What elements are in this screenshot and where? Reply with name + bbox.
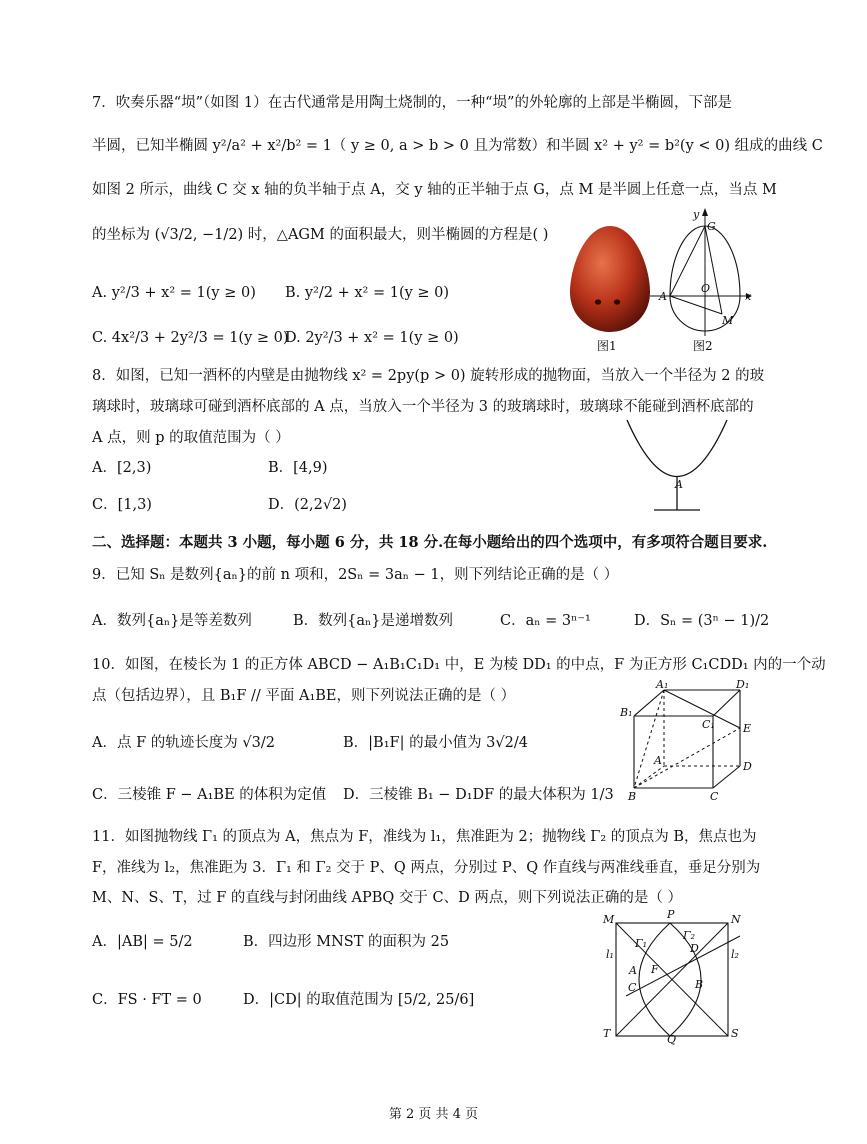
xun-hole-right — [614, 299, 620, 304]
label-m: M — [603, 913, 615, 926]
label-m: M — [722, 314, 734, 327]
label-b1: B₁ — [620, 706, 633, 719]
label-q: Q — [667, 1033, 677, 1046]
label-c1: C₁ — [702, 718, 715, 731]
segment-ag — [670, 226, 705, 296]
q8-line-3: A 点，则 p 的取值范围为（ ） — [92, 430, 290, 446]
label-p: P — [667, 908, 675, 921]
q10-line-1: 10．如图，在棱长为 1 的正方体 ABCD − A₁B₁C₁D₁ 中，E 为棱 DD₁ 的中点，F 为正方形 C₁CDD₁ 内的一个动 — [92, 657, 826, 673]
label-t: T — [603, 1027, 611, 1040]
glass-parabola — [627, 420, 727, 477]
figure-2-caption: 图2 — [693, 339, 713, 353]
label-d1: D₁ — [736, 678, 750, 691]
q11-line-3: M、N、S、T，过 F 的直线与封闭曲线 APBQ 交于 C、D 两点，则下列说法正确的是（ ） — [92, 890, 682, 906]
q10-option-b: B．|B₁F| 的最小值为 3√2/4 — [343, 735, 528, 751]
label-a: A — [629, 964, 637, 977]
figure-1-caption: 图1 — [597, 339, 617, 353]
label-e: E — [743, 722, 752, 735]
figure-1-xun — [565, 222, 655, 337]
q7-line-4: 的坐标为 (√3/2, −1/2) 时，△AGM 的面积最大，则半椭圆的方程是( ) — [92, 227, 549, 243]
label-n: N — [731, 913, 741, 926]
figure-wine-glass — [622, 418, 732, 518]
label-d: D — [690, 942, 699, 955]
label-g: G — [707, 220, 716, 233]
q11-option-b: B．四边形 MNST 的面积为 25 — [243, 934, 450, 950]
q10-option-d: D．三棱锥 B₁ − D₁DF 的最大体积为 1/3 — [343, 787, 614, 803]
q7-line-3: 如图 2 所示，曲线 C 交 x 轴的负半轴于点 A，交 y 轴的正半轴于点 G，点 M 是半圆上任意一点，当点 M — [92, 182, 777, 198]
label-b: B — [628, 790, 637, 803]
label-a: A — [659, 290, 667, 303]
q8-line-1: 8．如图，已知一酒杯的内壁是由抛物线 x² = 2py(p > 0) 旋转形成的抛物面，当放入一个半径为 2 的玻 — [92, 368, 765, 384]
label-b: B — [695, 978, 704, 991]
q9-option-b: B．数列{aₙ}是递增数列 — [293, 613, 454, 629]
q8-option-c: C．[1,3) — [92, 497, 152, 513]
q7-option-b: B. y²/2 + x² = 1(y ≥ 0) — [285, 285, 450, 301]
label-x: x — [745, 290, 752, 303]
figure-2-curve — [650, 208, 760, 338]
segment-a1-b — [634, 690, 664, 788]
label-c: C — [628, 981, 637, 994]
q7-line-2: 半圆，已知半椭圆 y²/a² + x²/b² = 1（ y ≥ 0, a > b > 0 且为常数）和半圆 x² + y² = b²(y < 0) 组成的曲线 C — [92, 138, 823, 154]
q8-option-b: B．[4,9) — [268, 460, 328, 476]
segment-gm — [705, 226, 722, 314]
edge-c1-d1 — [713, 690, 740, 716]
label-gamma-2: Γ₂ — [683, 929, 696, 942]
q10-option-a: A．点 F 的轨迹长度为 √3/2 — [92, 735, 275, 751]
q11-line-1: 11．如图抛物线 Γ₁ 的顶点为 A，焦点为 F，准线为 l₁，焦准距为 2；抛物线 Γ₂ 的顶点为 B，焦点也为 — [92, 829, 757, 845]
label-a: A — [675, 478, 683, 491]
label-c: C — [710, 790, 719, 803]
label-o: O — [701, 282, 711, 295]
label-a: A — [654, 754, 662, 767]
figure-cube — [618, 680, 758, 805]
q9-option-c: C．aₙ = 3ⁿ⁻¹ — [500, 613, 591, 629]
q8-option-d: D．(2,2√2) — [268, 497, 347, 513]
label-gamma-1: Γ₁ — [635, 937, 648, 950]
segment-am — [670, 296, 722, 314]
q9-option-a: A．数列{aₙ}是等差数列 — [92, 613, 252, 629]
q9-line-1: 9．已知 Sₙ 是数列{aₙ}的前 n 项和，2Sₙ = 3aₙ − 1，则下列结论正确的是（ ） — [92, 567, 619, 583]
xun-hole-left — [595, 299, 601, 304]
label-l2: l₂ — [731, 948, 739, 961]
label-s: S — [731, 1027, 739, 1040]
q7-option-a: A. y²/3 + x² = 1(y ≥ 0) — [92, 285, 256, 301]
label-a1: A₁ — [656, 678, 669, 691]
label-l1: l₁ — [606, 948, 614, 961]
q10-option-c: C．三棱锥 F − A₁BE 的体积为定值 — [92, 787, 327, 803]
xun-body — [570, 226, 650, 332]
q7-option-c: C. 4x²/3 + 2y²/3 = 1(y ≥ 0) — [92, 330, 289, 346]
q7-option-d: D. 2y²/3 + x² = 1(y ≥ 0) — [285, 330, 459, 346]
q7-line-1: 7．吹奏乐器“埙”（如图 1）在古代通常是用陶土烧制的，一种“埙”的外轮廓的上部是半椭圆，下部是 — [92, 95, 732, 111]
q11-line-2: F，准线为 l₂，焦准距为 3．Γ₁ 和 Γ₂ 交于 P、Q 两点，分别过 P、Q 作直线与两准线垂直，垂足分别为 — [92, 860, 761, 876]
figure-two-parabolas — [598, 906, 748, 1046]
label-y: y — [693, 208, 700, 221]
page-footer: 第 2 页 共 4 页 — [388, 1107, 479, 1122]
edge-b-a-hidden — [634, 766, 664, 788]
q11-option-a: A．|AB| = 5/2 — [92, 934, 193, 950]
q11-option-c: C．FS · FT = 0 — [92, 992, 202, 1008]
q11-option-d: D．|CD| 的取值范围为 [5/2, 25/6] — [243, 992, 475, 1008]
q10-line-2: 点（包括边界），且 B₁F // 平面 A₁BE，则下列说法正确的是（ ） — [92, 688, 516, 704]
label-f: F — [651, 963, 659, 976]
edge-c-d — [713, 766, 740, 788]
q9-option-d: D．Sₙ = (3ⁿ − 1)/2 — [634, 613, 770, 629]
section-2-heading: 二、选择题：本题共 3 小题，每小题 6 分，共 18 分.在每小题给出的四个选项中，有多项符合题目要求. — [92, 534, 768, 551]
label-d: D — [743, 760, 752, 773]
q8-line-2: 璃球时，玻璃球可碰到酒杯底部的 A 点，当放入一个半径为 3 的玻璃球时，玻璃球不能碰到酒杯底部的 — [92, 399, 754, 415]
y-axis-arrow — [702, 208, 708, 216]
q8-option-a: A．[2,3) — [92, 460, 152, 476]
